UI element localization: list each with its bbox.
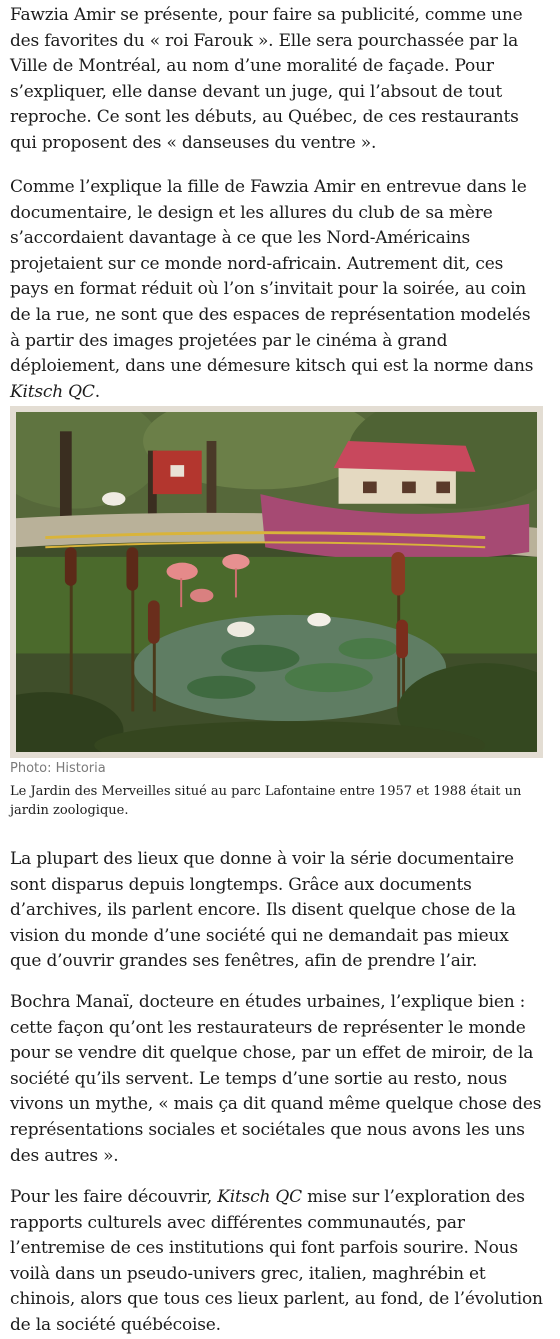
article-figure [10,406,543,818]
photo-caption: Le Jardin des Merveilles situé au parc Lafontaine entre 1957 et 1988 était un jardin zoologique. [10,784,522,818]
paragraph-text-end: mise sur l’exploration des rapports culturels avec différentes communautés, par l’entremise de ces institutions qui font parfois sourire. Nous voilà dans un pseudo-univers grec, italien, maghrébin et chinois, alors que tous ces lieux parlent, au fond, de l’évolution de la société québécoise. [10,1187,543,1335]
paragraph-text: Comme l’explique la fille de Fawzia Amir en entrevue dans le documentaire, le design et les allures du club de sa mère s’accordaient davantage à ce que les Nord-Américains projetaient sur ce monde nord-africain. Autrement dit, ces pays en format réduit où l’on s’invitait pour la soirée, au coin de la rue, ne sont que des espaces de représentation modelés à partir des images projetées par le cinéma à grand déploiement, dans une démesure kitsch qui est la norme dans [10,177,534,377]
paragraph-bochra-manai: Bochra Manaï, docteure en études urbaines, l’explique bien : cette façon qu’ont les restaurateurs de représenter le monde pour se vendre dit quelque chose, par un effet de miroir, de la société qu’ils servent. Le temps d’une sortie au resto, nous vivons un mythe, « mais ça dit quand même quelque chose des représentations sociales et sociétales que nous avons les uns des autres ». [10,992,542,1166]
show-title-emphasis: Kitsch QC [217,1187,302,1207]
jardin-des-merveilles-photo [10,406,543,758]
paragraph-text-end: . [94,381,100,402]
show-title-emphasis: Kitsch QC [10,381,95,402]
paragraph-fawzia-amir: Fawzia Amir se présente, pour faire sa publicité, comme une des favorites du « roi Farouk ». Elle sera pourchassée par la Ville de Montréal, au nom d’une moralité de façade. Pour s’expliquer, elle danse devant un juge, qui l’absout de tout reproche. Ce sont les débuts, au Québec, de ces restaurants qui proposent des « danseuses du ventre ». [10,5,523,153]
paragraph-text: Pour les faire découvrir, [10,1187,218,1207]
paragraph-club-design [10,175,545,405]
photo-credit: Photo: Historia [10,761,106,776]
paragraph-cultural-relations [10,1185,545,1339]
paragraph-archives: La plupart des lieux que donne à voir la série documentaire sont disparus depuis longtemps. Grâce aux documents d’archives, ils parlent encore. Ils disent quelque chose de la vision du monde d’une société qui ne demandait pas mieux que d’ouvrir grandes ses fenêtres, afin de prendre l’air. [10,849,516,972]
